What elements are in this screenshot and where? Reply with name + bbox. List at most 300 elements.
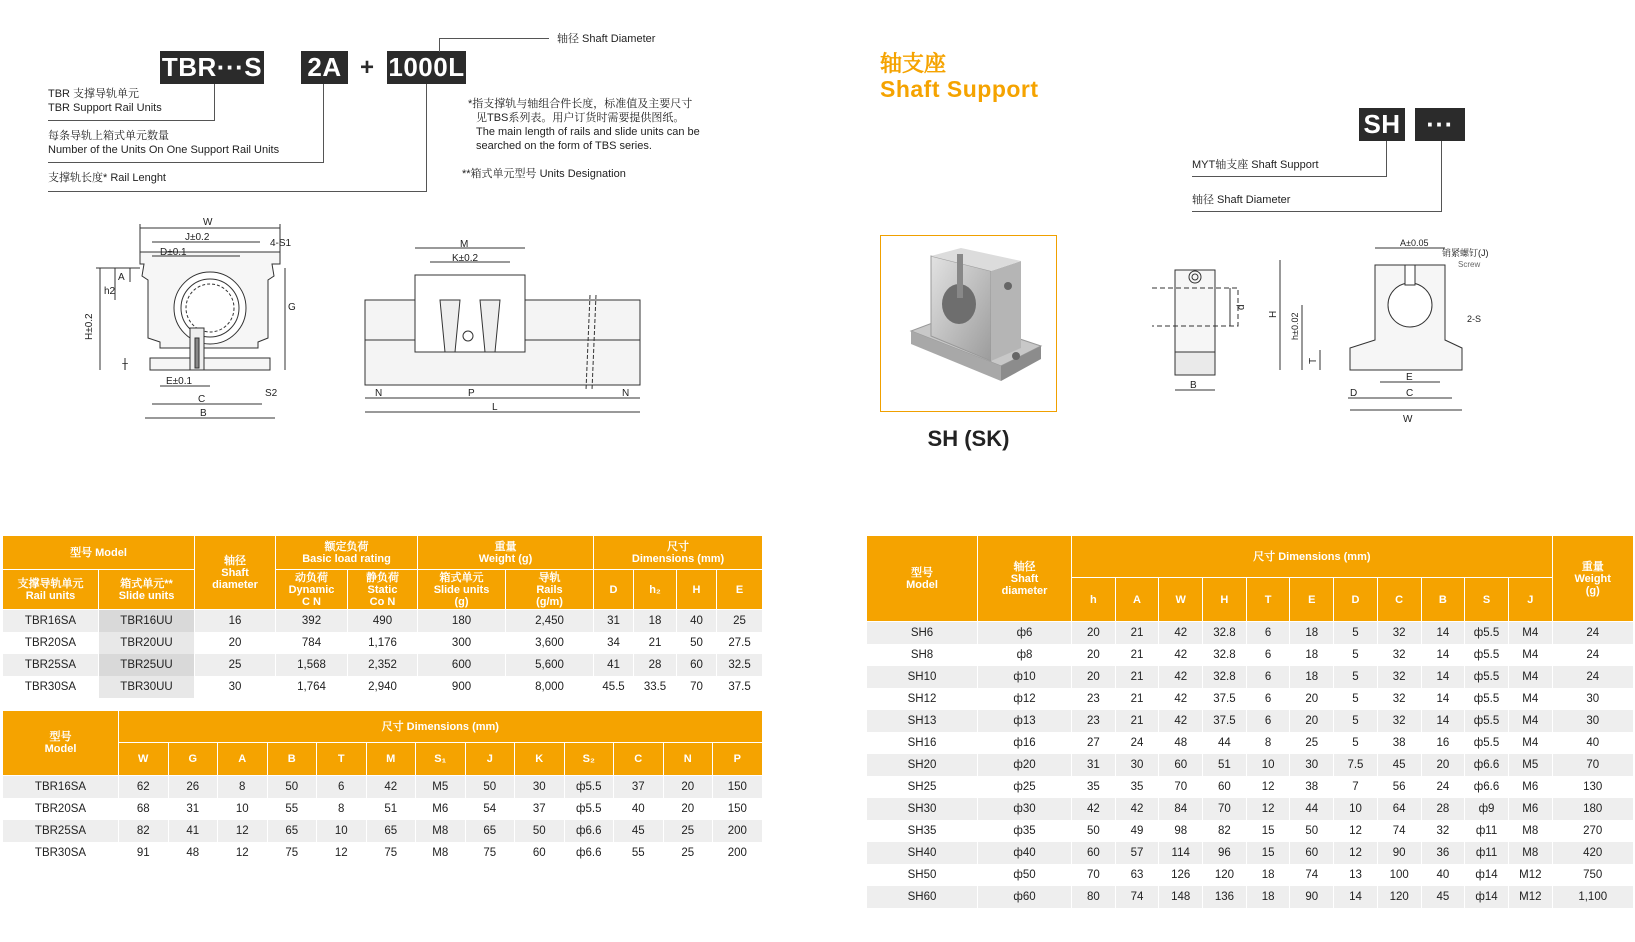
table-cell: 40 xyxy=(1552,732,1633,754)
header-line: Weight (g) xyxy=(478,552,533,565)
table-cell: 5 xyxy=(1334,622,1378,644)
table-cell: 900 xyxy=(418,676,506,698)
col-header: W xyxy=(1159,578,1203,622)
col-header-dims: 尺寸 Dimensions (mm) xyxy=(1072,536,1553,578)
table-row xyxy=(867,798,1634,820)
table-cell: 2,352 xyxy=(348,654,418,676)
table-cell: 38 xyxy=(1377,732,1421,754)
table-cell: M6 xyxy=(1508,798,1552,820)
dim-label-sdd: D xyxy=(1350,388,1358,399)
table-cell: 60 xyxy=(1290,842,1334,864)
table-cell: 14 xyxy=(1421,622,1465,644)
col-header: A xyxy=(218,743,268,776)
table-cell: 42 xyxy=(1159,666,1203,688)
table-cell: TBR20UU xyxy=(99,632,195,654)
table-cell: SH13 xyxy=(867,710,978,732)
table-cell: 41 xyxy=(168,820,218,842)
header-line: Model xyxy=(906,578,938,591)
header-line: 尺寸 xyxy=(667,540,690,553)
col-header: E xyxy=(1290,578,1334,622)
table-row xyxy=(3,798,763,820)
table-cell: ф5.5 xyxy=(564,798,614,820)
table-cell: SH40 xyxy=(867,842,978,864)
table-cell: 10 xyxy=(1246,754,1290,776)
table-cell: ф35 xyxy=(978,820,1072,842)
table-cell: 51 xyxy=(366,798,416,820)
table-cell: 50 xyxy=(677,632,717,654)
table-cell: 5 xyxy=(1334,666,1378,688)
table-cell: TBR16SA xyxy=(3,610,99,632)
table-cell: 20 xyxy=(195,632,276,654)
col-header-weight xyxy=(1552,536,1633,622)
col-header: M xyxy=(366,743,416,776)
table-cell: SH8 xyxy=(867,644,978,666)
sh-label-2: 轴径 Shaft Diameter xyxy=(1192,194,1291,206)
table-cell: SH35 xyxy=(867,820,978,842)
dim-label-sw: W xyxy=(1403,414,1413,425)
table-cell: 45.5 xyxy=(594,676,634,698)
table-cell: 1,568 xyxy=(276,654,348,676)
table-cell: SH25 xyxy=(867,776,978,798)
table-row xyxy=(867,666,1634,688)
table-cell: 1,176 xyxy=(348,632,418,654)
table-row xyxy=(867,732,1634,754)
table-cell: 27 xyxy=(1072,732,1116,754)
rail-units-load-table xyxy=(2,535,763,698)
table-row xyxy=(3,776,763,798)
table-cell: ф11 xyxy=(1465,842,1509,864)
table-cell: 180 xyxy=(418,610,506,632)
leader-line xyxy=(1192,211,1442,212)
table-cell: M8 xyxy=(1508,820,1552,842)
code-box-length: 1000L xyxy=(388,52,465,82)
header-line: Shaft xyxy=(1010,572,1039,585)
table-cell: 6 xyxy=(1246,622,1290,644)
table-cell: 200 xyxy=(713,820,763,842)
col-header: P xyxy=(713,743,763,776)
table-cell: 50 xyxy=(465,776,515,798)
table-cell: 2,450 xyxy=(506,610,594,632)
table-cell: 26 xyxy=(168,776,218,798)
table-row xyxy=(3,676,763,698)
table-cell: 114 xyxy=(1159,842,1203,864)
table-cell: 32 xyxy=(1421,820,1465,842)
table-cell: 2,940 xyxy=(348,676,418,698)
col-header-load xyxy=(276,536,418,570)
table-cell: 21 xyxy=(1115,710,1159,732)
table-cell: 75 xyxy=(366,842,416,864)
note-1 xyxy=(468,97,700,153)
header-line: Static xyxy=(367,583,398,596)
table-cell: ф6.6 xyxy=(564,820,614,842)
table-cell: ф6 xyxy=(978,622,1072,644)
shaft-support-title-en: Shaft Support xyxy=(880,76,1039,102)
header-line: Slide units xyxy=(118,589,175,602)
col-header-slide-units xyxy=(99,570,195,610)
table-cell: 44 xyxy=(1203,732,1247,754)
rail-units-label-en: TBR Support Rail Units xyxy=(48,102,162,114)
dim-label-sh2: h±0.02 xyxy=(1290,312,1300,340)
table-cell: 20 xyxy=(1072,666,1116,688)
table-cell: 32 xyxy=(1377,710,1421,732)
header-line: 重量 xyxy=(494,540,517,553)
table-cell: 5 xyxy=(1334,688,1378,710)
table-cell: 14 xyxy=(1421,688,1465,710)
table-cell: 1,764 xyxy=(276,676,348,698)
table-row xyxy=(867,622,1634,644)
table-cell: 20 xyxy=(1290,688,1334,710)
header-line: 导轨 xyxy=(538,571,561,584)
col-header-dynamic xyxy=(276,570,348,610)
rail-units-dimension-table xyxy=(2,710,763,864)
col-header: B xyxy=(1421,578,1465,622)
table-cell: TBR16UU xyxy=(99,610,195,632)
table-cell: 136 xyxy=(1203,886,1247,908)
dim-label-d: D±0.1 xyxy=(160,247,187,258)
table-cell: 120 xyxy=(1203,864,1247,886)
dim-label-p: P xyxy=(468,388,475,399)
table-cell: 56 xyxy=(1377,776,1421,798)
table-cell: 30 xyxy=(1290,754,1334,776)
table-cell: M6 xyxy=(1508,776,1552,798)
rail-length-label: 支撑轨长度* Rail Lenght xyxy=(48,172,166,184)
header-line: 型号 xyxy=(911,566,933,579)
col-header-weight xyxy=(418,536,594,570)
rail-units-label-cn: TBR 支撑导轨单元 xyxy=(48,88,140,100)
table-row xyxy=(867,644,1634,666)
table-cell: 74 xyxy=(1290,864,1334,886)
code-box-units: 2A xyxy=(301,51,348,84)
table-cell: 35 xyxy=(1072,776,1116,798)
table-cell: 6 xyxy=(1246,710,1290,732)
table-cell: 150 xyxy=(713,798,763,820)
table-cell: 25 xyxy=(663,842,713,864)
col-header-model: 型号 Model xyxy=(3,536,195,570)
table-cell: 40 xyxy=(1421,864,1465,886)
col-header-shaft xyxy=(978,536,1072,622)
table-cell: 31 xyxy=(168,798,218,820)
table-cell: 48 xyxy=(1159,732,1203,754)
table-row xyxy=(867,820,1634,842)
table-cell: 44 xyxy=(1290,798,1334,820)
header-line: Model xyxy=(44,743,77,755)
table-cell: 54 xyxy=(465,798,515,820)
table-cell: 42 xyxy=(366,776,416,798)
table-cell: 60 xyxy=(1159,754,1203,776)
table-cell: ф14 xyxy=(1465,886,1509,908)
table-cell: 8,000 xyxy=(506,676,594,698)
table-cell: 27.5 xyxy=(717,632,763,654)
table-cell: 18 xyxy=(1290,666,1334,688)
table-cell: ф5.5 xyxy=(1465,666,1509,688)
rail-unit-side-drawing xyxy=(360,240,650,420)
table-cell: 45 xyxy=(614,820,664,842)
dim-label-b: B xyxy=(200,408,207,419)
table-cell: 5 xyxy=(1334,644,1378,666)
header-line: 额定负荷 xyxy=(324,540,369,553)
table-cell: 21 xyxy=(1115,622,1159,644)
table-cell: ф60 xyxy=(978,886,1072,908)
table-cell: 60 xyxy=(1072,842,1116,864)
note-1-line: searched on the form of TBS series. xyxy=(476,140,652,152)
table-cell: 70 xyxy=(1203,798,1247,820)
header-line: Basic load rating xyxy=(302,552,391,565)
col-header: C xyxy=(1377,578,1421,622)
table-cell: 42 xyxy=(1159,710,1203,732)
table-cell: 75 xyxy=(465,842,515,864)
dim-label-w: W xyxy=(203,217,213,228)
header-line: C N xyxy=(302,595,321,608)
table-cell: 42 xyxy=(1159,644,1203,666)
table-cell: 784 xyxy=(276,632,348,654)
header-line: Dimensions (mm) xyxy=(631,552,725,565)
table-cell: 42 xyxy=(1159,688,1203,710)
table-cell: 82 xyxy=(1203,820,1247,842)
note-2: **箱式单元型号 Units Designation xyxy=(462,168,626,180)
header-line: Slide units xyxy=(433,583,490,596)
table-cell: 32 xyxy=(1377,622,1421,644)
table-cell: TBR25SA xyxy=(3,820,119,842)
table-cell: 270 xyxy=(1552,820,1633,842)
table-cell: 21 xyxy=(1115,666,1159,688)
table-cell: 68 xyxy=(119,798,169,820)
table-cell: 32.8 xyxy=(1203,644,1247,666)
table-cell: 14 xyxy=(1334,886,1378,908)
table-row xyxy=(867,842,1634,864)
table-cell: 126 xyxy=(1159,864,1203,886)
table-cell: 5 xyxy=(1334,710,1378,732)
header-line: 重量 xyxy=(1581,560,1604,573)
table-cell: 74 xyxy=(1115,886,1159,908)
table-cell: 7 xyxy=(1334,776,1378,798)
table-cell: ф25 xyxy=(978,776,1072,798)
dim-label-a: A xyxy=(118,272,125,283)
dim-label-se: E xyxy=(1406,372,1413,383)
col-header: K xyxy=(515,743,565,776)
table-cell: 10 xyxy=(317,820,367,842)
table-cell: 37 xyxy=(614,776,664,798)
table-cell: SH6 xyxy=(867,622,978,644)
dim-label-j: J±0.2 xyxy=(185,232,210,243)
table-cell: M4 xyxy=(1508,666,1552,688)
shaft-support-drawing xyxy=(1150,240,1520,435)
dim-label-k: K±0.2 xyxy=(452,253,479,264)
dim-label-n-right: N xyxy=(622,388,630,399)
table-cell: ф5.5 xyxy=(1465,688,1509,710)
header-line: 型号 xyxy=(49,731,72,743)
table-cell: ф16 xyxy=(978,732,1072,754)
table-row xyxy=(3,610,763,632)
table-cell: SH50 xyxy=(867,864,978,886)
table-cell: 30 xyxy=(515,776,565,798)
table-cell: 51 xyxy=(1203,754,1247,776)
table-cell: 30 xyxy=(195,676,276,698)
table-cell: TBR16SA xyxy=(3,776,119,798)
table-cell: ф5.5 xyxy=(1465,710,1509,732)
dim-label-sc: C xyxy=(1406,388,1414,399)
code-box-sh-size: ··· xyxy=(1415,108,1465,141)
table-cell: 130 xyxy=(1552,776,1633,798)
header-line: Dynamic xyxy=(288,583,335,596)
table-cell: 20 xyxy=(1072,644,1116,666)
table-cell: ф5.5 xyxy=(564,776,614,798)
col-header-static xyxy=(348,570,418,610)
note-1-line: *指支撑轨与轴组合件长度，标准值及主要尺寸 xyxy=(468,98,693,110)
header-line: 静负荷 xyxy=(366,571,399,584)
table-cell: 62 xyxy=(119,776,169,798)
col-header: G xyxy=(168,743,218,776)
leader-line xyxy=(48,191,427,192)
dim-label-2s: 2-S xyxy=(1467,314,1482,324)
table-cell: 49 xyxy=(1115,820,1159,842)
table-cell: 50 xyxy=(515,820,565,842)
table-cell: 36 xyxy=(1421,842,1465,864)
table-cell: 60 xyxy=(677,654,717,676)
table-cell: 18 xyxy=(1290,622,1334,644)
table-cell: 24 xyxy=(1115,732,1159,754)
code-box-tbr: TBR···S xyxy=(161,52,263,82)
table-cell: 16 xyxy=(1421,732,1465,754)
table-cell: 38 xyxy=(1290,776,1334,798)
table-cell: 16 xyxy=(195,610,276,632)
table-cell: 37 xyxy=(515,798,565,820)
units-count-label-cn: 每条导轨上箱式单元数量 xyxy=(48,130,169,142)
table-cell: 37.5 xyxy=(1203,710,1247,732)
table-cell: 24 xyxy=(1552,622,1633,644)
table-cell: 12 xyxy=(218,842,268,864)
table-cell: 75 xyxy=(267,842,317,864)
table-cell: 15 xyxy=(1246,820,1290,842)
table-row xyxy=(3,820,763,842)
table-cell: 10 xyxy=(1334,798,1378,820)
header-line: diameter xyxy=(1001,584,1048,597)
table-cell: SH16 xyxy=(867,732,978,754)
table-cell: 24 xyxy=(1421,776,1465,798)
col-header-h2: h₂ xyxy=(634,570,677,610)
table-cell: ф12 xyxy=(978,688,1072,710)
table-cell: 180 xyxy=(1552,798,1633,820)
table-cell: 32 xyxy=(1377,688,1421,710)
header-line: Weight xyxy=(1574,572,1611,585)
table-cell: M5 xyxy=(416,776,466,798)
table-cell: 14 xyxy=(1421,666,1465,688)
code-box-sh: SH xyxy=(1359,108,1405,141)
table-cell: 12 xyxy=(1334,820,1378,842)
table-cell: 74 xyxy=(1377,820,1421,842)
table-cell: 20 xyxy=(663,776,713,798)
table-row xyxy=(3,632,763,654)
table-cell: TBR30UU xyxy=(99,676,195,698)
col-header: J xyxy=(465,743,515,776)
col-header: S xyxy=(1465,578,1509,622)
dim-label-sb: B xyxy=(1190,380,1197,391)
table-cell: 32.8 xyxy=(1203,622,1247,644)
table-cell: 65 xyxy=(366,820,416,842)
table-row xyxy=(867,688,1634,710)
table-cell: 55 xyxy=(267,798,317,820)
col-header-rails-weight xyxy=(506,570,594,610)
col-header: W xyxy=(119,743,169,776)
table-cell: 60 xyxy=(515,842,565,864)
table-cell: 91 xyxy=(119,842,169,864)
table-cell: TBR20SA xyxy=(3,798,119,820)
note-1-line: The main length of rails and slide units can be xyxy=(476,126,700,138)
dim-label-t: T xyxy=(122,362,129,373)
table-cell: 37.5 xyxy=(1203,688,1247,710)
table-cell: 6 xyxy=(1246,666,1290,688)
col-header: H xyxy=(1203,578,1247,622)
table-cell: 35 xyxy=(1115,776,1159,798)
col-header-model xyxy=(3,711,119,776)
leader-line xyxy=(48,120,215,121)
table-cell: ф40 xyxy=(978,842,1072,864)
table-cell: ф14 xyxy=(1465,864,1509,886)
table-cell: 40 xyxy=(677,610,717,632)
table-cell: 41 xyxy=(594,654,634,676)
table-cell: ф9 xyxy=(1465,798,1509,820)
leader-line xyxy=(1192,176,1387,177)
table-row xyxy=(867,886,1634,908)
table-cell: 12 xyxy=(1246,776,1290,798)
dim-label-m: M xyxy=(460,239,469,250)
table-row xyxy=(867,754,1634,776)
leader-line xyxy=(439,38,549,39)
header-line: 箱式单元** xyxy=(120,577,173,590)
table-cell: 20 xyxy=(1072,622,1116,644)
table-cell: 300 xyxy=(418,632,506,654)
table-cell: M12 xyxy=(1508,864,1552,886)
header-line: Shaft xyxy=(221,566,249,579)
table-cell: 20 xyxy=(663,798,713,820)
table-cell: 21 xyxy=(634,632,677,654)
table-cell: 25 xyxy=(663,820,713,842)
table-cell: 148 xyxy=(1159,886,1203,908)
table-cell: M4 xyxy=(1508,732,1552,754)
table-cell: 37.5 xyxy=(717,676,763,698)
dim-label-s2: S2 xyxy=(265,388,278,399)
dim-label-c: C xyxy=(198,394,206,405)
table-cell: 57 xyxy=(1115,842,1159,864)
table-cell: 30 xyxy=(1552,710,1633,732)
table-cell: ф8 xyxy=(978,644,1072,666)
dim-label-sd: d xyxy=(1236,304,1247,310)
table-cell: 150 xyxy=(713,776,763,798)
shaft-support-illustration xyxy=(881,236,1056,411)
table-cell: 50 xyxy=(1072,820,1116,842)
table-cell: 18 xyxy=(634,610,677,632)
table-cell: 70 xyxy=(1552,754,1633,776)
table-cell: 8 xyxy=(1246,732,1290,754)
table-cell: 750 xyxy=(1552,864,1633,886)
shaft-diameter-label: 轴径 Shaft Diameter xyxy=(557,33,656,45)
header-line: Co N xyxy=(369,595,396,608)
table-cell: TBR30SA xyxy=(3,676,99,698)
table-cell: M12 xyxy=(1508,886,1552,908)
rail-unit-section-drawing xyxy=(84,217,300,443)
leader-line xyxy=(439,38,440,52)
col-header: J xyxy=(1508,578,1552,622)
leader-line xyxy=(1441,141,1442,211)
table3-body xyxy=(867,622,1634,908)
table-cell: 30 xyxy=(1115,754,1159,776)
table-cell: 42 xyxy=(1115,798,1159,820)
table-cell: 28 xyxy=(634,654,677,676)
table-cell: 1,100 xyxy=(1552,886,1633,908)
table-cell: 23 xyxy=(1072,688,1116,710)
col-header-slide-weight xyxy=(418,570,506,610)
table-row xyxy=(867,776,1634,798)
leader-line xyxy=(323,84,324,163)
